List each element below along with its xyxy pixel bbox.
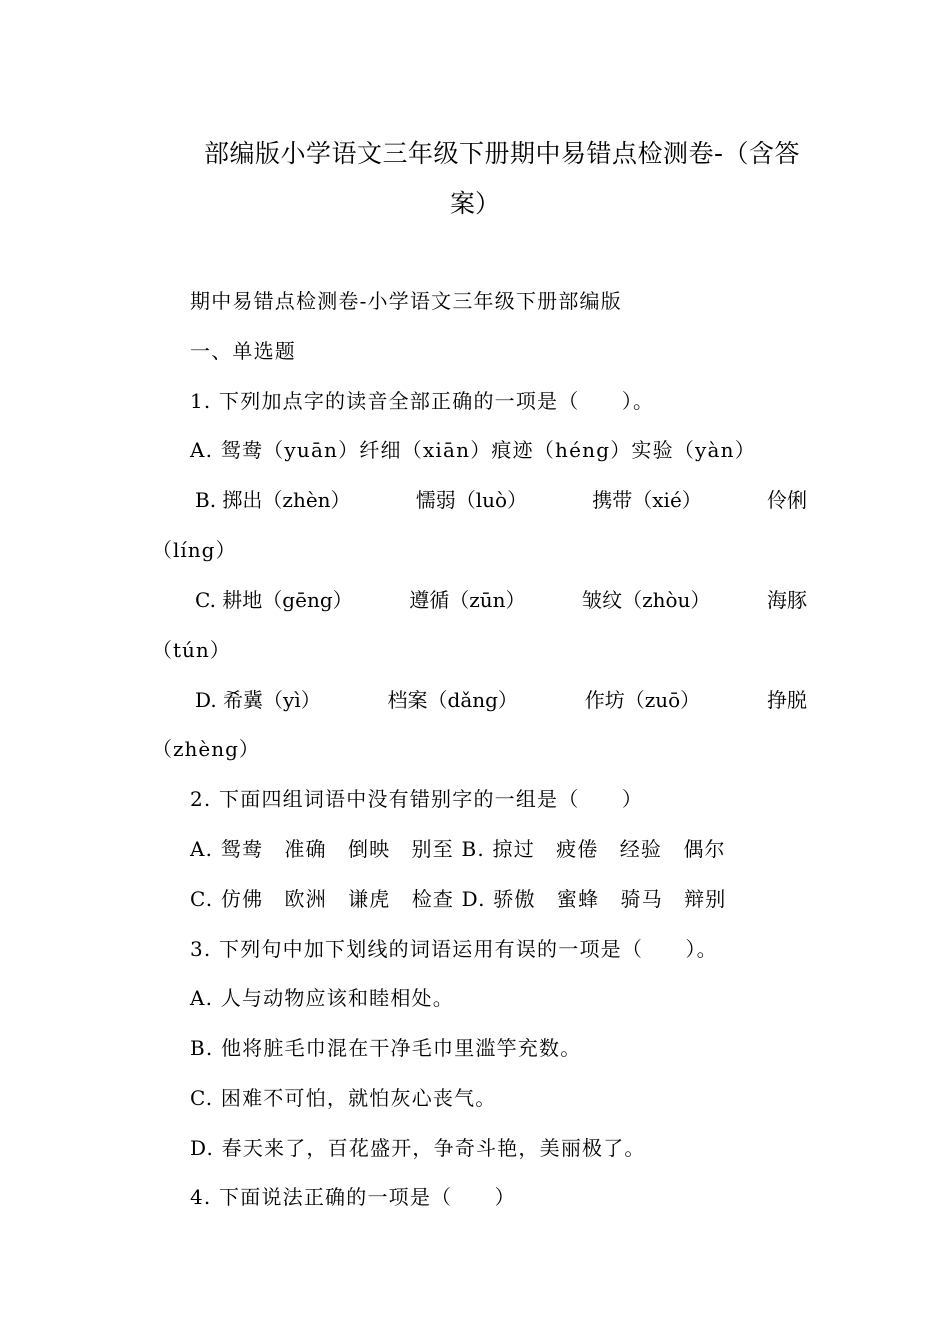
question-1-option-d-continued: （zhèng）	[152, 737, 260, 761]
option-d-part-4: 挣脱	[766, 688, 807, 712]
question-1-option-c-continued: （tún）	[152, 638, 231, 662]
question-1-option-c	[195, 586, 807, 614]
question-3-option-d: D. 春天来了，百花盛开，争奇斗艳，美丽极了。	[190, 1136, 646, 1160]
question-1-option-b	[195, 486, 807, 514]
question-1-option-a: A. 鸳鸯（yuān）纤细（xiān）痕迹（héng）实验（yàn）	[190, 438, 756, 462]
option-c-part-1: C. 耕地（gēng）	[195, 588, 353, 612]
option-b-part-3: 携带（xié）	[592, 488, 702, 512]
question-2-options-row-1: A. 鸳鸯 准确 倒映 别至 B. 掠过 疲倦 经验 偶尔	[190, 837, 726, 861]
document-title-line1: 部编版小学语文三年级下册期中易错点检测卷-（含答	[203, 139, 800, 168]
option-b-part-4: 伶俐	[767, 488, 807, 512]
question-3-stem: 3. 下列句中加下划线的词语运用有误的一项是（ ）。	[190, 937, 718, 961]
question-1-option-d	[195, 686, 807, 714]
question-3-option-c: C. 困难不可怕，就怕灰心丧气。	[190, 1086, 497, 1110]
question-4-stem: 4. 下面说法正确的一项是（ ）	[190, 1185, 516, 1209]
option-c-part-4: 海豚	[766, 588, 807, 612]
option-c-part-3: 皱纹（zhòu）	[582, 588, 711, 612]
question-1-option-b-continued: （líng）	[152, 538, 237, 562]
option-c-part-2: 遵循（zūn）	[409, 588, 526, 612]
option-b-part-1: B. 掷出（zhèn）	[195, 488, 351, 512]
question-2-stem: 2. 下面四组词语中没有错别字的一组是（ ）	[190, 787, 644, 811]
question-2-options-row-2: C. 仿佛 欧洲 谦虎 检查 D. 骄傲 蜜蜂 骑马 辩别	[190, 887, 727, 911]
question-3-option-a: A. 人与动物应该和睦相处。	[190, 986, 454, 1010]
question-1-stem: 1. 下列加点字的读音全部正确的一项是（ ）。	[190, 389, 655, 413]
section-heading: 一、单选题	[190, 339, 296, 363]
question-3-option-b: B. 他将脏毛巾混在干净毛巾里滥竽充数。	[190, 1036, 582, 1060]
document-title-line2: 案）	[449, 189, 500, 218]
option-d-part-2: 档案（dǎng）	[387, 688, 518, 712]
document-subtitle: 期中易错点检测卷-小学语文三年级下册部编版	[190, 289, 622, 313]
option-d-part-3: 作坊（zuō）	[584, 688, 701, 712]
option-b-part-2: 懦弱（luò）	[415, 488, 528, 512]
option-d-part-1: D. 希冀（yì）	[195, 688, 321, 712]
